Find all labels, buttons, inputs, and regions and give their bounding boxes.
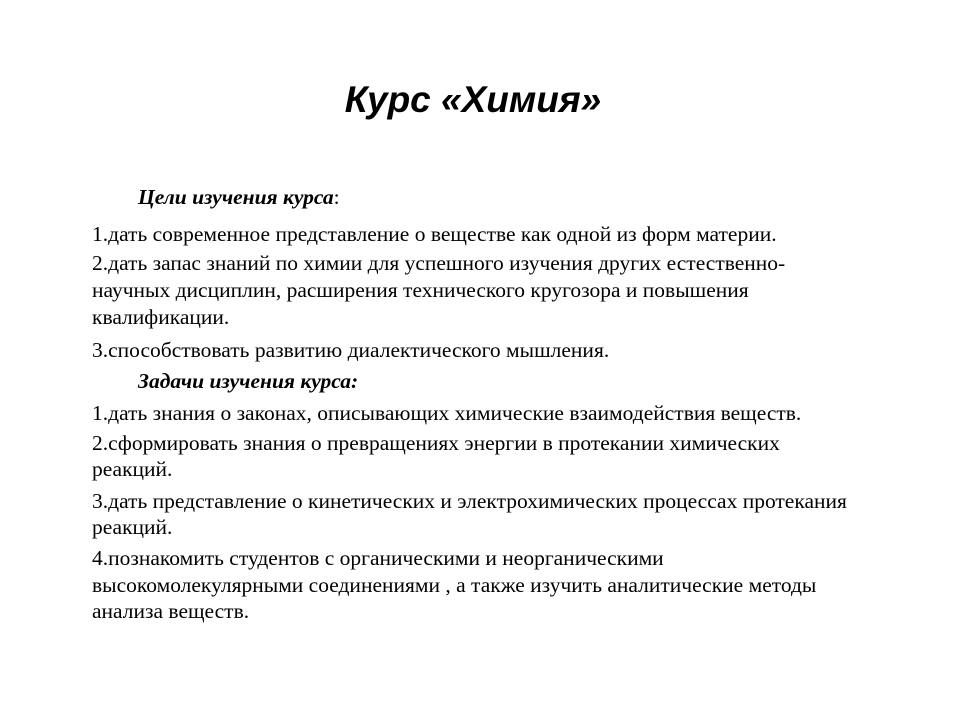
goal-2-line-2: научных дисциплин, расширения технического кругозора и повышения <box>92 278 749 302</box>
goal-1-line-1: 1.дать современное представление о веществе как одной из форм материи. <box>92 222 777 246</box>
goal-3-line-1: 3.способствовать развитию диалектического мышления. <box>92 338 610 362</box>
task-4-line-1: 4.познакомить студентов с органическими и неорганическими <box>92 546 664 570</box>
task-2-line-2: реакций. <box>92 457 173 481</box>
goal-2-line-1: 2.дать запас знаний по химии для успешного изучения других естественно- <box>92 251 786 275</box>
task-4-line-2: высокомолекулярными соединениями , а также изучить аналитические методы <box>92 573 817 597</box>
task-3-line-2: реакций. <box>92 515 173 539</box>
goals-heading-colon: : <box>333 185 340 209</box>
task-4-line-3: анализа веществ. <box>92 599 250 623</box>
tasks-heading: Задачи изучения курса: <box>138 369 359 393</box>
goal-2-line-3: квалификации. <box>92 305 230 329</box>
goals-heading <box>138 184 340 210</box>
task-1-line-1: 1.дать знания о законах, описывающих химические взаимодействия веществ. <box>92 401 802 425</box>
slide-title: Курс «Химия» <box>344 79 602 120</box>
goals-heading-text: Цели изучения курса <box>138 185 334 209</box>
task-3-line-1: 3.дать представление о кинетических и электрохимических процессах протекания <box>92 489 847 513</box>
task-2-line-1: 2.сформировать знания о превращениях энергии в протекании химических <box>92 431 780 455</box>
